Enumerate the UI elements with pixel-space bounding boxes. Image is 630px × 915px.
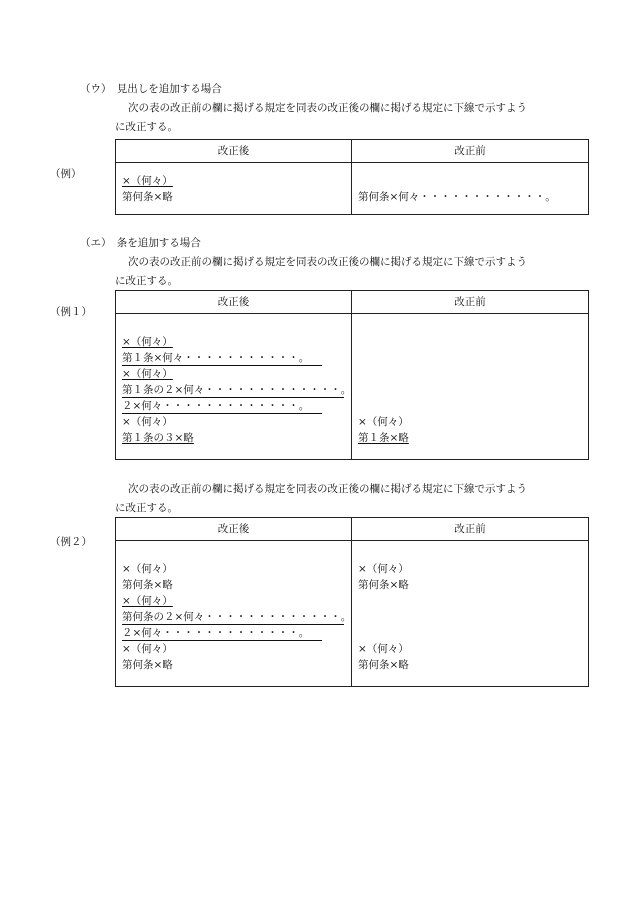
column-header-after: 改正後 [116,140,352,163]
amended-heading-line: ×（何々） [122,175,173,187]
comparison-table-u [115,139,589,215]
renumbered-article-line: 第１条の３×略 [122,432,194,444]
section-e-heading: （エ） 条を追加する場合 [80,237,201,249]
added-article-line: 第１条×何々・・・・・・・・・・・。 [122,352,322,366]
comparison-table-ex2 [115,517,589,687]
section-u-paragraph-line2: に改正する。 [115,121,178,133]
example-2-paragraph-line2: に改正する。 [115,502,178,514]
article-line: 第何条×略 [358,659,409,671]
after-cell [116,314,352,460]
before-cell [352,541,589,687]
heading-line: ×（何々） [122,563,173,575]
section-u-heading: （ウ） 見出しを追加する場合 [80,83,222,95]
article-line: 第何条×略 [122,191,173,203]
column-header-after: 改正後 [116,518,352,541]
article-line: 第何条×略 [122,659,173,671]
heading-line: ×（何々） [122,416,173,428]
article-line: 第何条×何々・・・・・・・・・・・・。 [358,191,556,203]
comparison-table-e [115,290,589,460]
example-label: （例） [50,168,82,180]
heading-line: ×（何々） [122,643,173,655]
heading-line: ×（何々） [358,416,409,428]
section-e-paragraph-line1: 次の表の改正前の欄に掲げる規定を同表の改正後の欄に掲げる規定に下線で示すよう [128,256,527,268]
column-header-after: 改正後 [116,291,352,314]
example-2-label: （例２） [50,536,92,548]
added-paragraph-line: ２×何々・・・・・・・・・・・・・。 [122,627,322,641]
added-heading-line: ×（何々） [122,595,173,607]
example-1-label: （例１） [50,306,92,318]
article-line: 第何条×略 [358,579,409,591]
section-e-paragraph-line2: に改正する。 [115,275,178,287]
before-cell [352,314,589,460]
example-2-paragraph-line1: 次の表の改正前の欄に掲げる規定を同表の改正後の欄に掲げる規定に下線で示すよう [128,483,527,495]
after-cell [116,541,352,687]
after-cell [116,163,352,215]
column-header-before: 改正前 [352,140,589,163]
heading-line: ×（何々） [358,643,409,655]
added-article-line: 第何条の２×何々・・・・・・・・・・・・・。 [122,611,352,623]
heading-line: ×（何々） [358,563,409,575]
amended-heading-line: ×（何々） [122,368,173,380]
article-line: 第何条×略 [122,579,173,591]
amended-heading-line: ×（何々） [122,336,173,348]
article-line: 第１条×略 [358,432,409,444]
before-cell [352,163,589,215]
section-u-paragraph-line1: 次の表の改正前の欄に掲げる規定を同表の改正後の欄に掲げる規定に下線で示すよう [128,102,527,114]
added-paragraph-line: ２×何々・・・・・・・・・・・・・。 [122,400,322,414]
added-article-line: 第１条の２×何々・・・・・・・・・・・・・。 [122,384,352,396]
column-header-before: 改正前 [352,518,589,541]
column-header-before: 改正前 [352,291,589,314]
